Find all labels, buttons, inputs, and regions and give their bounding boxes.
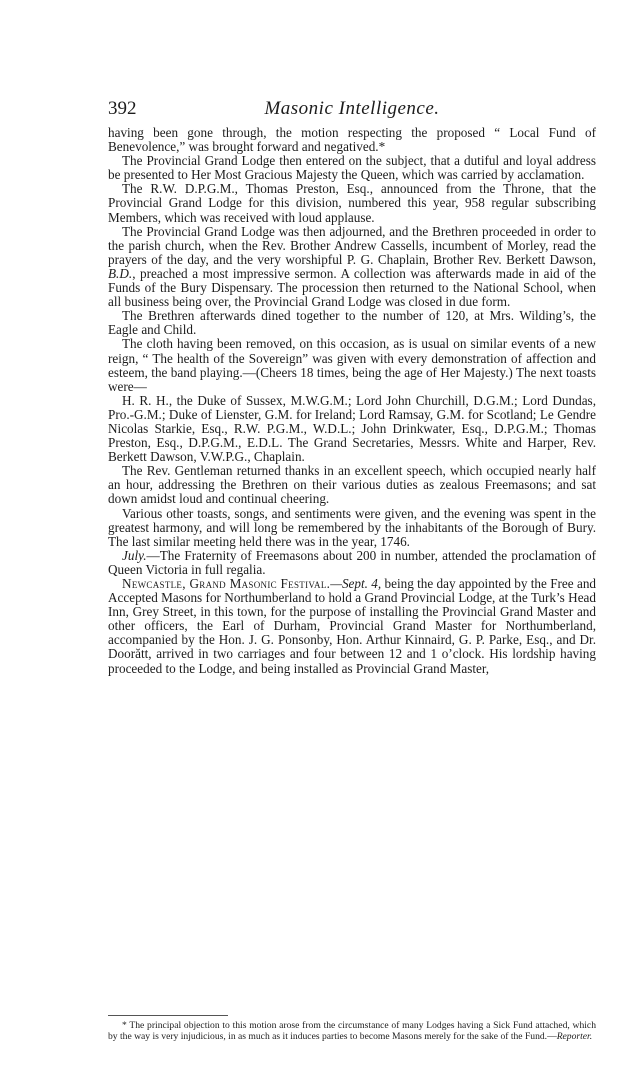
paragraph-other-toasts: Various other toasts, songs, and sentiments were given, and the evening was spent in the greatest harmony, and will long be remembered by the inhabitants of the Borough of Bury. The last similar meeting held there was in the year, 1746.	[108, 505, 596, 549]
july-text: —The Fraternity of Freemasons about 200 in number, attended the proclamation of Queen Victoria in full regalia.	[108, 547, 596, 577]
footnote-signature: Reporter.	[556, 1031, 593, 1042]
paragraph-procession	[108, 225, 596, 310]
footnote	[108, 1020, 596, 1042]
date-sept: —Sept. 4,	[330, 576, 382, 591]
paragraph-health-toast: The cloth having been removed, on this occasion, as is usual on similar events of a new reign, “ The health of the Sovereign” was given with every demonstration of affection and esteem, the band playing.—(Cheers 18 times, being the age of Her Majesty.) The next toasts were—	[108, 336, 596, 394]
date-july: July.	[122, 547, 147, 563]
newcastle-heading: Newcastle, Grand Masonic Festival.	[122, 576, 331, 591]
paragraph-loyal-address: The Provincial Grand Lodge then entered on the subject, that a dutiful and loyal address be presented to Her Most Gracious Majesty the Queen, which was carried by acclamation.	[108, 153, 596, 183]
paragraph-local-fund: having been gone through, the motion respecting the proposed “ Local Fund of Benevolence,” was brought forward and negatived.*	[108, 125, 596, 155]
newcastle-text: being the day appointed by the Free and Accepted Masons for Northumberland to hold a Grand Provincial Lodge, at the Turk’s Head Inn, Grey Street, in this town, for the purpose of installing the Provincial Grand Master and other officers, the Earl of Durham, Provincial Grand Master for Northumberland, accompanied by the Hon. J. G. Ponsonby, Hon. Arthur Kinnaird, G. P. Parke, Esq., and Dr. Doorătt, arrived in two carriages and four between 12 and 1 o’clock. His lordship having proceeded to the Lodge, and being installed as Provincial Grand Master,	[108, 576, 597, 676]
paragraph-dinner: The Brethren afterwards dined together to the number of 120, at Mrs. Wilding’s, the Eagle and Child.	[108, 308, 596, 338]
procession-text-a: The Provincial Grand Lodge was then adjourned, and the Brethren proceeded in order to the parish church, when the Rev. Brother Andrew Cassells, incumbent of Morley, read the prayers of the day, and the very worshipful P. G. Chaplain, Brother Rev. Berkett Dawson,	[108, 223, 596, 267]
paragraph-july-proclamation	[108, 549, 596, 577]
footnote-text: * The principal objection to this motion arose from the circumstance of many Lodges having a Sick Fund attached, which by the way is very injudicious, in as much as it induces parties to become Masons merely for the sake of the Fund.—	[108, 1020, 596, 1042]
paragraph-toast-list: H. R. H., the Duke of Sussex, M.W.G.M.; Lord John Churchill, D.G.M.; Lord Dundas, Pro.-G.M.; Duke of Lienster, G.M. for Ireland; Lord Ramsay, G.M. for Scotland; Le Gendre Nicolas Starkie, Esq., R.W. P.G.M., W.D.L.; John Drinkwater, Esq., D.P.G.M.; Thomas Preston, Esq., D.P.G.M., E.D.L. The Grand Secretaries, Messrs. White and Harper, Rev. Berkett Dawson, V.W.P.G., Chaplain.	[108, 392, 596, 465]
page-header	[108, 98, 596, 126]
paragraph-membership: The R.W. D.P.G.M., Thomas Preston, Esq., announced from the Throne, that the Provincial Grand Lodge for this division, numbered this year, 958 regular subscribing Members, which was received with loud applause.	[108, 181, 596, 225]
degree-bd: B.D.	[108, 265, 133, 281]
paragraph-reply-speech: The Rev. Gentleman returned thanks in an excellent speech, which occupied nearly half an hour, addressing the Brethren on their various duties as zealous Freemasons; and sat down amidst loud and continual cheering.	[108, 463, 596, 507]
running-title: Masonic Intelligence.	[264, 98, 440, 119]
article-body	[108, 126, 596, 676]
footnote-divider	[108, 1015, 228, 1016]
paragraph-newcastle-festival	[108, 577, 596, 676]
page-number: 392	[108, 98, 137, 119]
procession-text-b: , preached a most impressive sermon. A collection was afterwards made in aid of the Funds of the Bury Dispensary. The procession then returned to the National School, when all business being over, the Provincial Grand Lodge was closed in due form.	[108, 265, 596, 310]
